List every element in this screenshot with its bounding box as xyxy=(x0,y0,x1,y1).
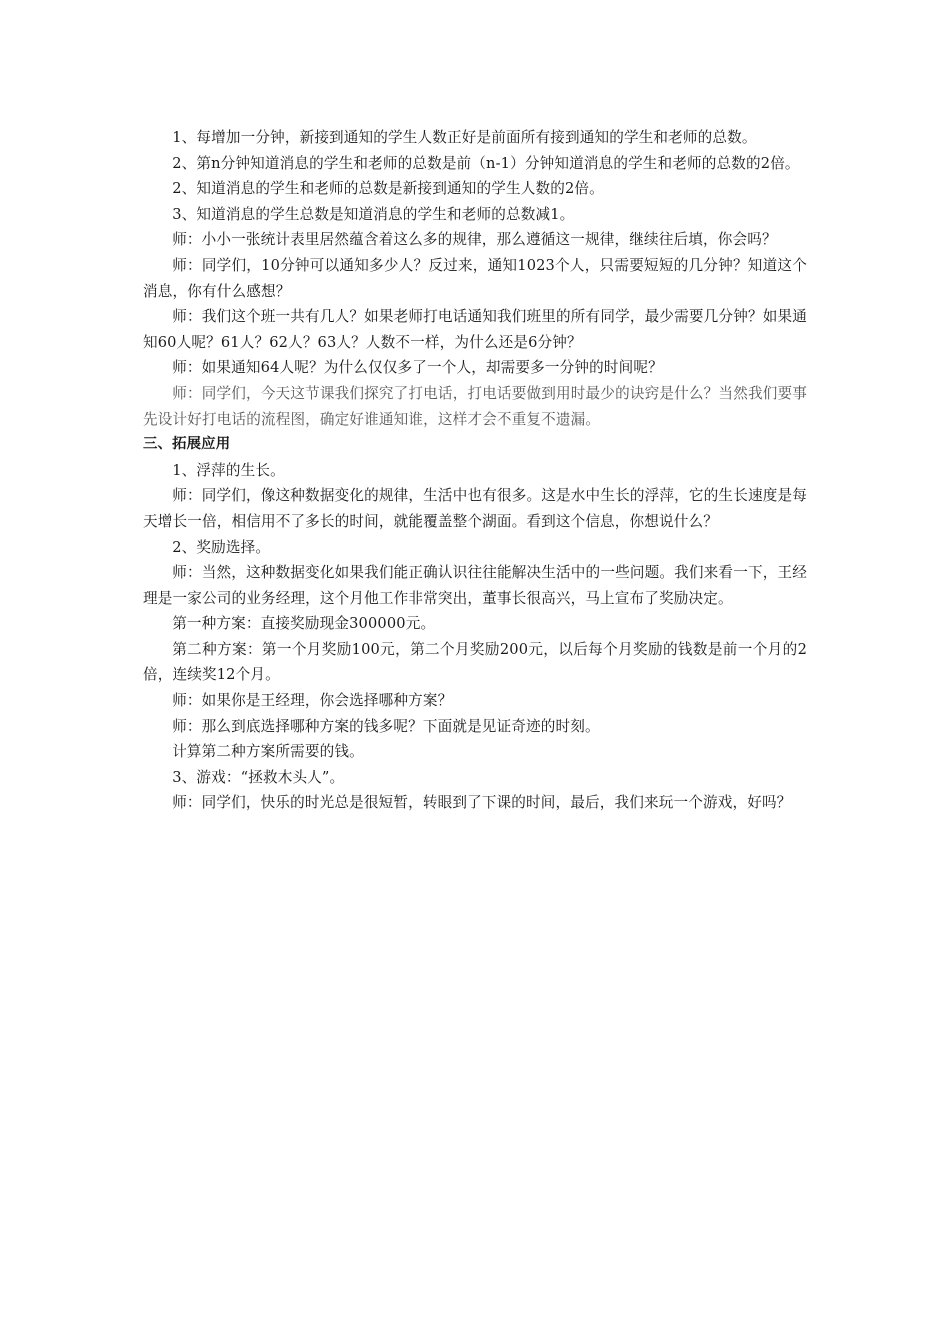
paragraph-game: 师：同学们，快乐的时光总是很短暂，转眼到了下课的时间，最后，我们来玩一个游戏，好吗？ xyxy=(172,794,792,812)
paragraph-rule-1: 1、每增加一分钟，新接到通知的学生人数正好是前面所有接到通知的学生和老师的总数。 xyxy=(172,129,757,146)
paragraph-teacher-10min: 师：同学们，10分钟可以通知多少人？反过来，通知1023个人，只需要短短的几分钟？知道这个消息，你有什么感想？ xyxy=(143,256,807,300)
paragraph-plan-1: 第一种方案：直接奖励现金300000元。 xyxy=(172,615,436,633)
paragraph-rule-2: 2、第n分钟知道消息的学生和老师的总数是前（n-1）分钟知道消息的学生和老师的总数的2倍。 xyxy=(172,154,800,172)
section-heading: 三、拓展应用 xyxy=(143,436,231,453)
paragraph-reward-intro: 师：当然，这种数据变化如果我们能正确认识往往能解决生活中的一些问题。我们来看一下，王经理是一家公司的业务经理，这个月他工作非常突出，董事长很高兴，马上宣布了奖励决定。 xyxy=(143,564,807,607)
paragraph-plan-2: 第二种方案：第一个月奖励100元，第二个月奖励200元，以后每个月奖励的钱数是前一个月的2倍，连续奖12个月。 xyxy=(143,640,807,684)
paragraph-reward-title: 2、奖励选择。 xyxy=(172,538,271,556)
paragraph-duckweed-title: 1、浮萍的生长。 xyxy=(172,461,285,479)
paragraph-duckweed: 师：同学们，像这种数据变化的规律，生活中也有很多。这是水中生长的浮萍，它的生长速度是每天增长一倍，相信用不了多长的时间，就能覆盖整个湖面。看到这个信息，你想说什么？ xyxy=(143,487,807,530)
paragraph-teacher-class: 师：我们这个班一共有几人？如果老师打电话通知我们班里的所有同学，最少需要几分钟？如果通知60人呢？61人？62人？63人？人数不一样，为什么还是6分钟？ xyxy=(143,308,807,351)
paragraph-choice-question: 师：如果你是王经理，你会选择哪种方案？ xyxy=(172,692,453,710)
paragraph-teacher-summary: 师：同学们，今天这节课我们探究了打电话，打电话要做到用时最少的诀窍是什么？当然我们要事先设计好打电话的流程图，确定好谁通知谁，这样才会不重复不遗漏。 xyxy=(143,384,807,428)
paragraph-game-title: 3、游戏：“拯救木头人”。 xyxy=(172,768,345,786)
paragraph-teacher-64: 师：如果通知64人呢？为什么仅仅多了一个人，却需要多一分钟的时间呢？ xyxy=(172,359,663,377)
paragraph-teacher-table: 师：小小一张统计表里居然蕴含着这么多的规律，那么遵循这一规律，继续往后填，你会吗？ xyxy=(172,231,777,249)
paragraph-rule-3: 2、知道消息的学生和老师的总数是新接到通知的学生人数的2倍。 xyxy=(172,180,604,198)
document-body xyxy=(143,125,807,816)
paragraph-miracle: 师：那么到底选择哪种方案的钱多呢？下面就是见证奇迹的时刻。 xyxy=(172,717,600,735)
paragraph-calculate: 计算第二种方案所需要的钱。 xyxy=(172,743,364,761)
paragraph-rule-4: 3、知道消息的学生总数是知道消息的学生和老师的总数减1。 xyxy=(172,205,575,223)
